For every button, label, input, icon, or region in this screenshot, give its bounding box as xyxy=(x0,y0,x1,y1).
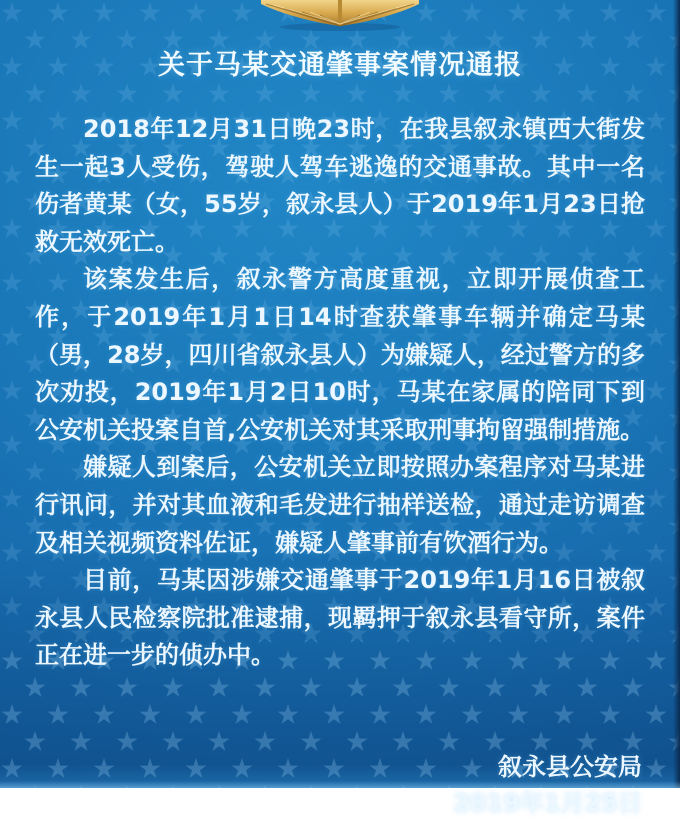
paragraph-1: 2018年12月31日晚23时，在我县叙永镇西大街发生一起3人受伤，驾驶人驾车逃逸的交通事故。其中一名伤者黄某（女，55岁，叙永县人）于2019年1月23日抢救无效死亡。 xyxy=(35,115,645,256)
police-badge-icon xyxy=(0,0,680,28)
notice-body xyxy=(0,111,680,675)
signature-agency: 叙永县公安局 xyxy=(498,752,642,781)
notice-title: 关于马某交通肇事案情况通报 xyxy=(158,50,522,81)
paragraph-4: 目前，马某因涉嫌交通肇事于2019年1月16日被叙永县人民检察院批准逮捕，现羁押于叙永县看守所，案件正在进一步的侦办中。 xyxy=(35,566,645,670)
signature-date: 2019年1月25日 xyxy=(453,788,642,817)
paragraph-3: 嫌疑人到案后，公安机关立即按照办案程序对马某进行讯问，并对其血液和毛发进行抽样送检，通过走访调查及相关视频资料佐证，嫌疑人肇事前有饮酒行为。 xyxy=(35,453,645,557)
paragraph-2: 该案发生后，叙永警方高度重视，立即开展侦查工作，于2019年1月1日14时查获肇事车辆并确定马某（男，28岁，四川省叙永县人）为嫌疑人，经过警方的多次劝投，2019年1月2日10时，马某在家属的陪同下到公安机关投案自首,公安机关对其采取刑事拘留强制措施。 xyxy=(35,265,645,444)
signature-block xyxy=(0,749,680,821)
